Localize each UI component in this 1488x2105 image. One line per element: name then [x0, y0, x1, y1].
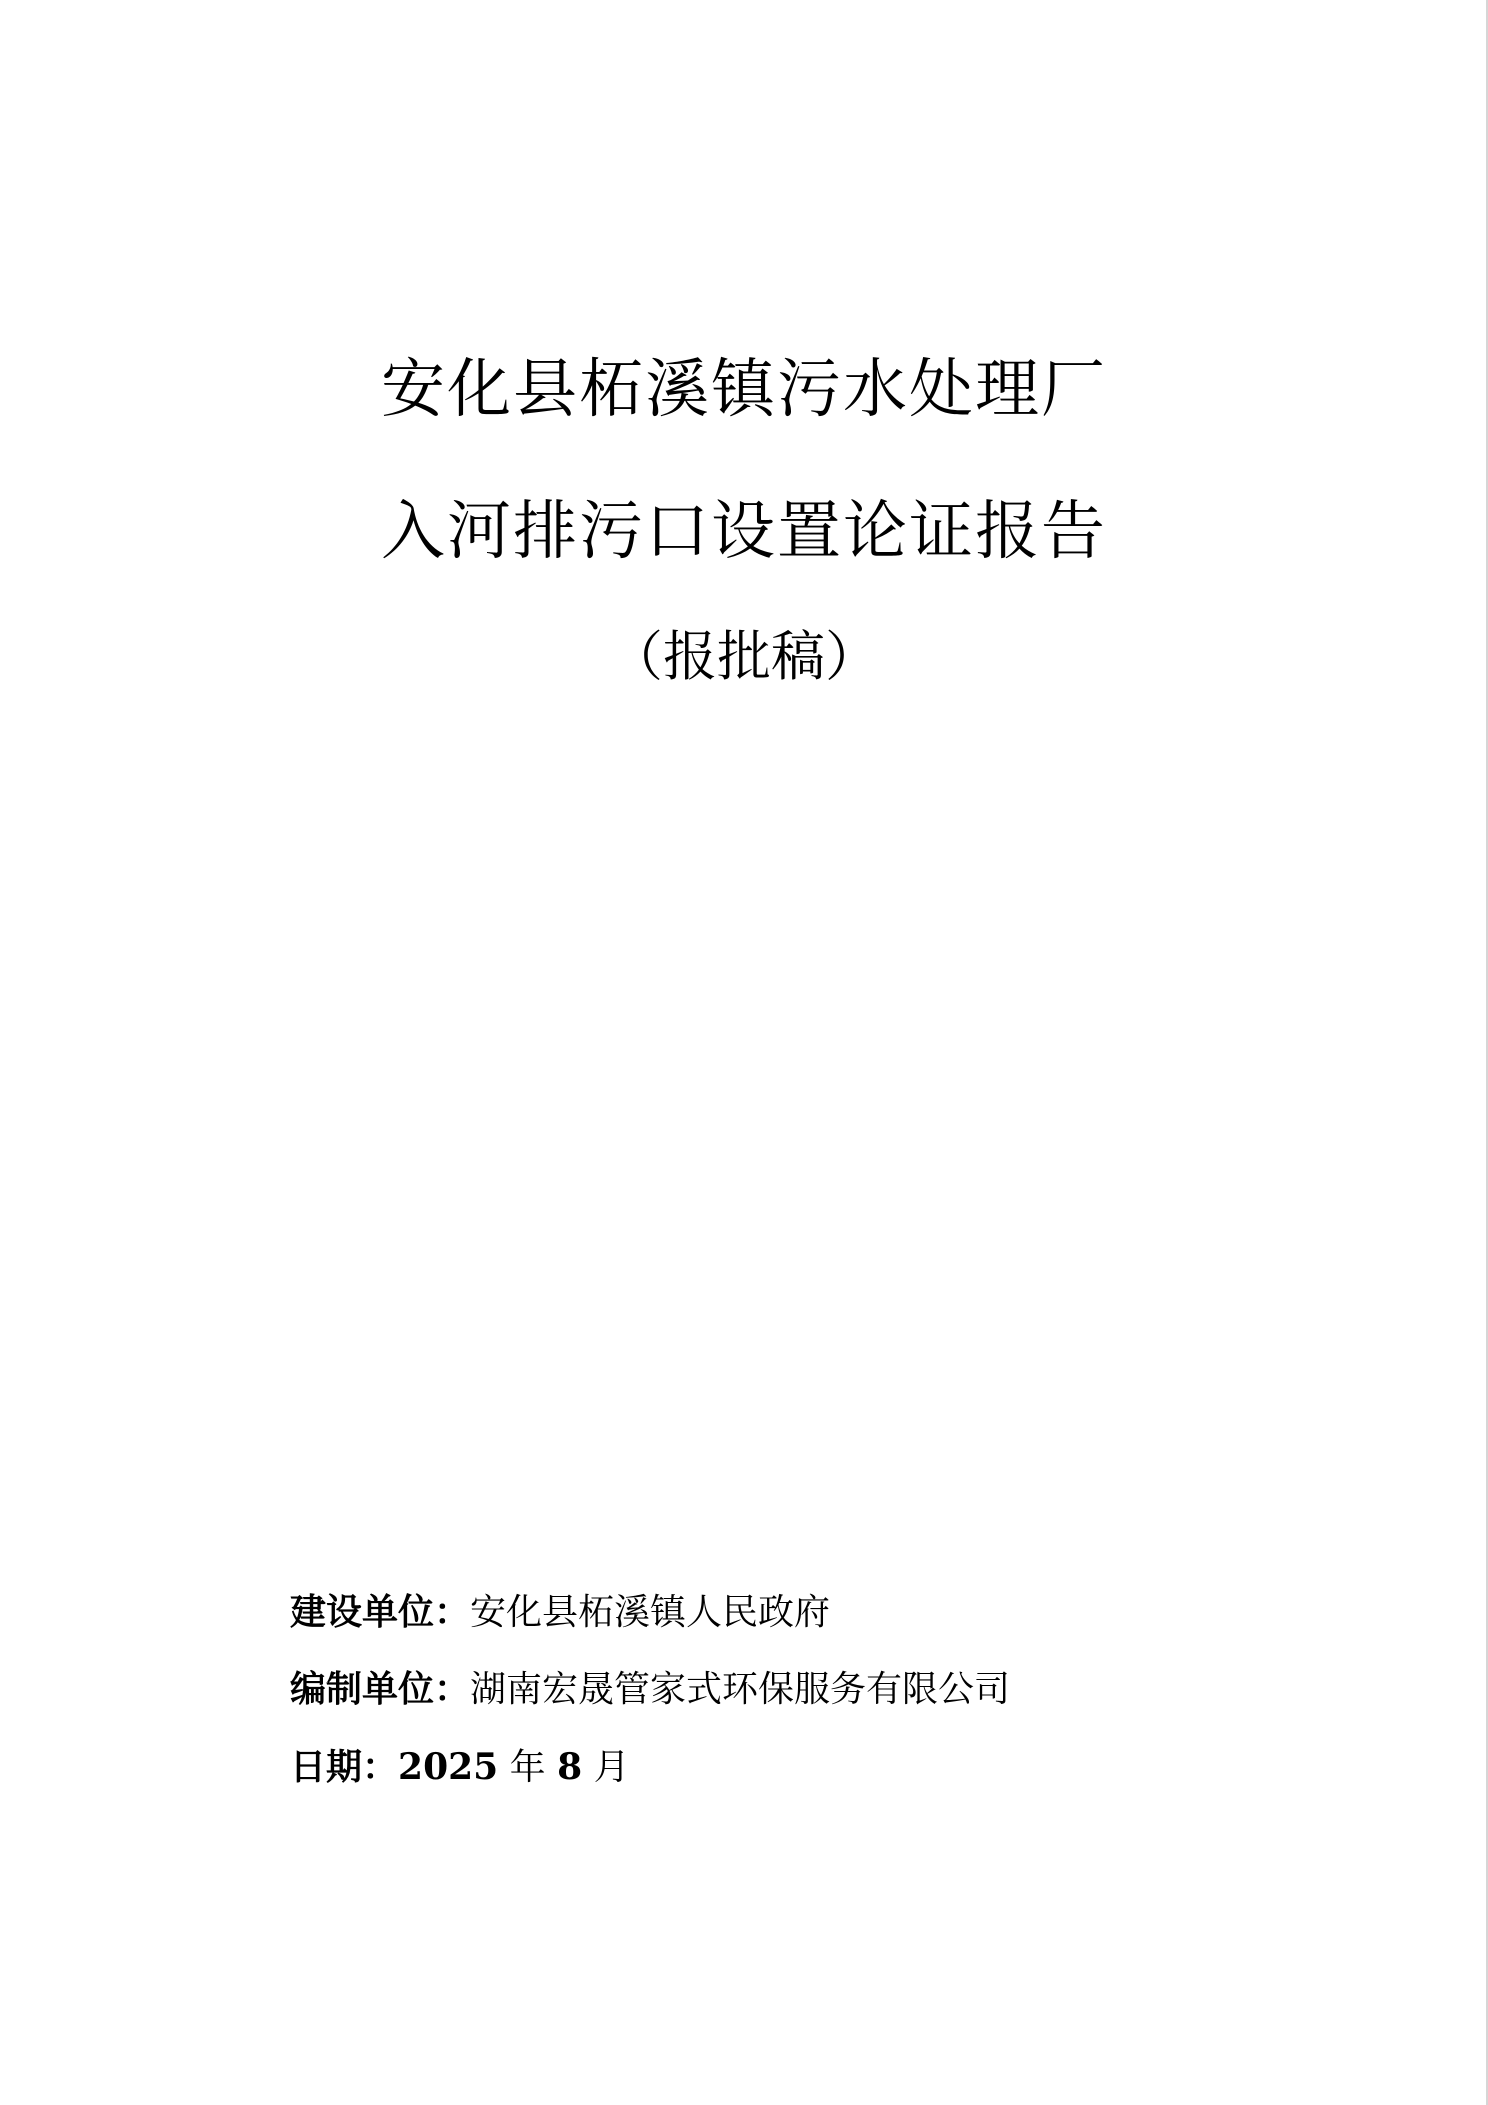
compiler-row — [290, 1666, 1010, 1713]
date-month: 8 — [557, 1746, 583, 1788]
date-label: 日期： — [290, 1746, 399, 1788]
date-month-unit: 月 — [582, 1747, 630, 1788]
builder-row — [290, 1589, 830, 1636]
date-row — [290, 1744, 630, 1791]
date-year: 2025 — [398, 1746, 499, 1788]
report-title-line-2: 入河排污口设置论证报告 — [381, 495, 1107, 569]
builder-label: 建设单位： — [290, 1591, 471, 1633]
builder-value: 安化县柘溪镇人民政府 — [470, 1592, 831, 1633]
report-subtitle: （报批稿） — [609, 625, 879, 688]
compiler-label: 编制单位： — [290, 1668, 471, 1710]
date-year-unit: 年 — [498, 1747, 558, 1788]
report-title-line-1: 安化县柘溪镇污水处理厂 — [381, 353, 1107, 427]
compiler-value: 湖南宏晟管家式环保服务有限公司 — [470, 1669, 1011, 1710]
